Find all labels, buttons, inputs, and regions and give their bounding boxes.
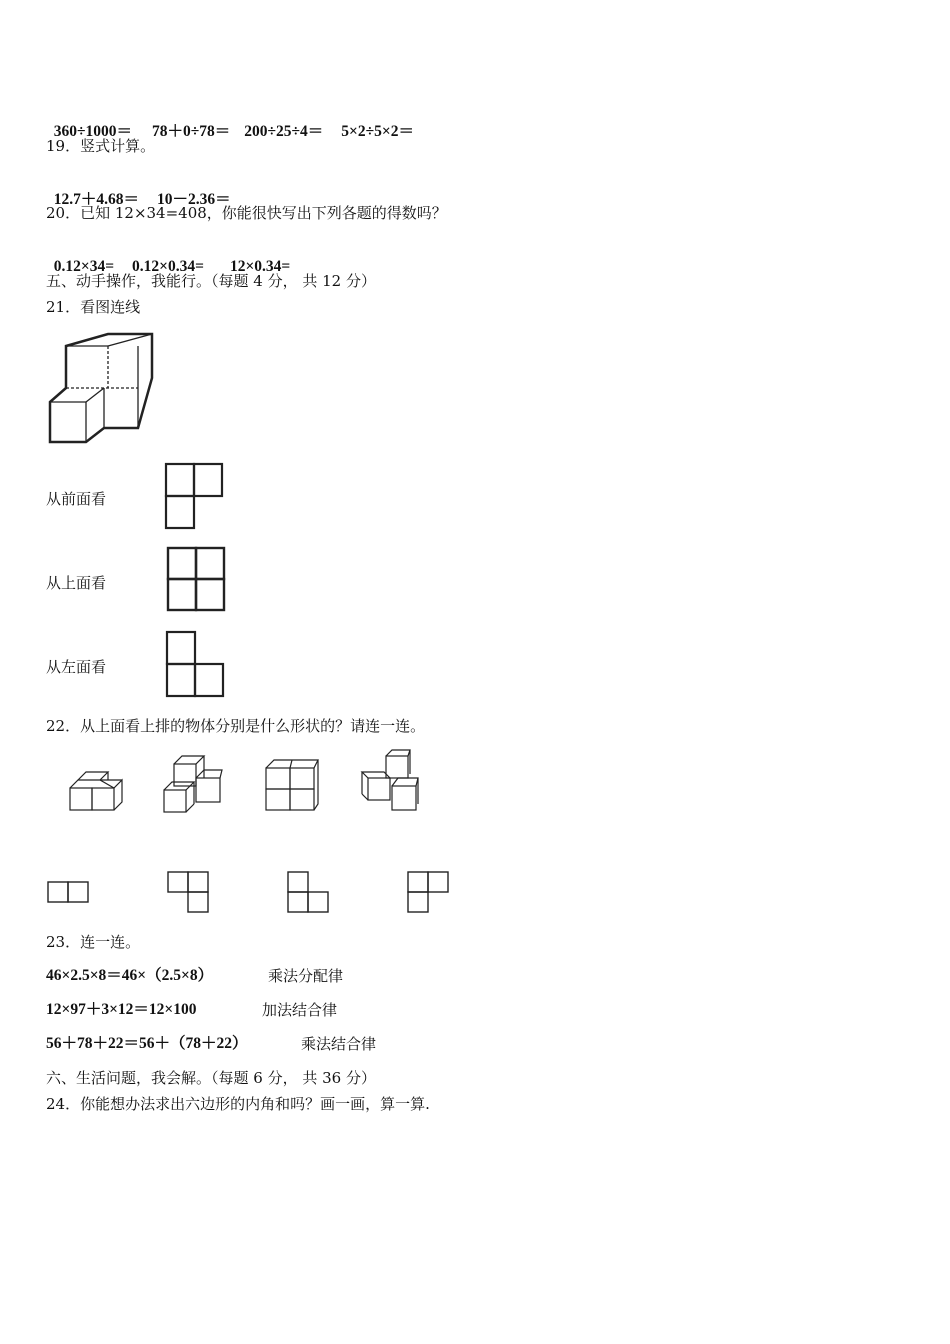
q23-equation-3: 56＋78＋22＝56＋（78＋22） xyxy=(46,1035,248,1052)
q22-topview-2 xyxy=(164,868,212,916)
view-top-label: 从上面看 xyxy=(46,574,107,592)
q18-expr-2: 78＋0÷78＝ xyxy=(152,123,231,140)
view-shape-front xyxy=(164,462,226,530)
q19-expr-2: 10－2.36＝ xyxy=(157,191,231,208)
section-5-title: 五、动手操作，我能行。（每题 4 分， 共 12 分） xyxy=(46,272,376,290)
q19-title: 19．竖式计算。 xyxy=(46,137,156,155)
q23-equation-1: 46×2.5×8＝46×（2.5×8） xyxy=(46,967,214,984)
q20-title: 20．已知 12×34=408，你能很快写出下列各题的得数吗？ xyxy=(46,204,447,222)
q22-object-3 xyxy=(262,756,322,814)
q22-title: 22．从上面看上排的物体分别是什么形状的？请连一连。 xyxy=(46,717,426,735)
q22-topview-3 xyxy=(284,868,332,916)
view-shape-left xyxy=(165,630,227,698)
q18-expr-1: 360÷1000＝ xyxy=(53,123,133,140)
view-left-label: 从左面看 xyxy=(46,658,107,676)
view-shape-top xyxy=(166,546,228,612)
q22-topview-4 xyxy=(404,868,454,916)
section-6-title: 六、生活问题，我会解。（每题 6 分， 共 36 分） xyxy=(46,1069,376,1087)
q22-object-4 xyxy=(358,746,428,814)
q22-object-2 xyxy=(160,752,226,816)
q23-law-3: 乘法结合律 xyxy=(301,1035,377,1053)
q20-expr-2: 0.12×0.34= xyxy=(132,258,204,275)
q23-equation-2: 12×97＋3×12＝12×100 xyxy=(46,1001,197,1018)
q21-title: 21．看图连线 xyxy=(46,298,141,316)
q21-cube-figure xyxy=(46,330,158,446)
q18-expr-4: 5×2÷5×2＝ xyxy=(341,123,414,140)
q19-expr-1: 12.7＋4.68＝ xyxy=(53,191,140,208)
q24-title: 24．你能想办法求出六边形的内角和吗？画一画，算一算. xyxy=(46,1095,430,1113)
q23-law-1: 乘法分配律 xyxy=(268,967,344,985)
q20-expr-1: 0.12×34= xyxy=(53,258,115,275)
q23-law-2: 加法结合律 xyxy=(262,1001,338,1019)
view-front-label: 从前面看 xyxy=(46,490,107,508)
q22-object-1 xyxy=(66,768,126,814)
q23-title: 23．连一连。 xyxy=(46,933,141,951)
q18-expr-3: 200÷25÷4＝ xyxy=(244,123,324,140)
q22-topview-1 xyxy=(46,878,92,906)
q20-expr-3: 12×0.34= xyxy=(229,258,291,275)
